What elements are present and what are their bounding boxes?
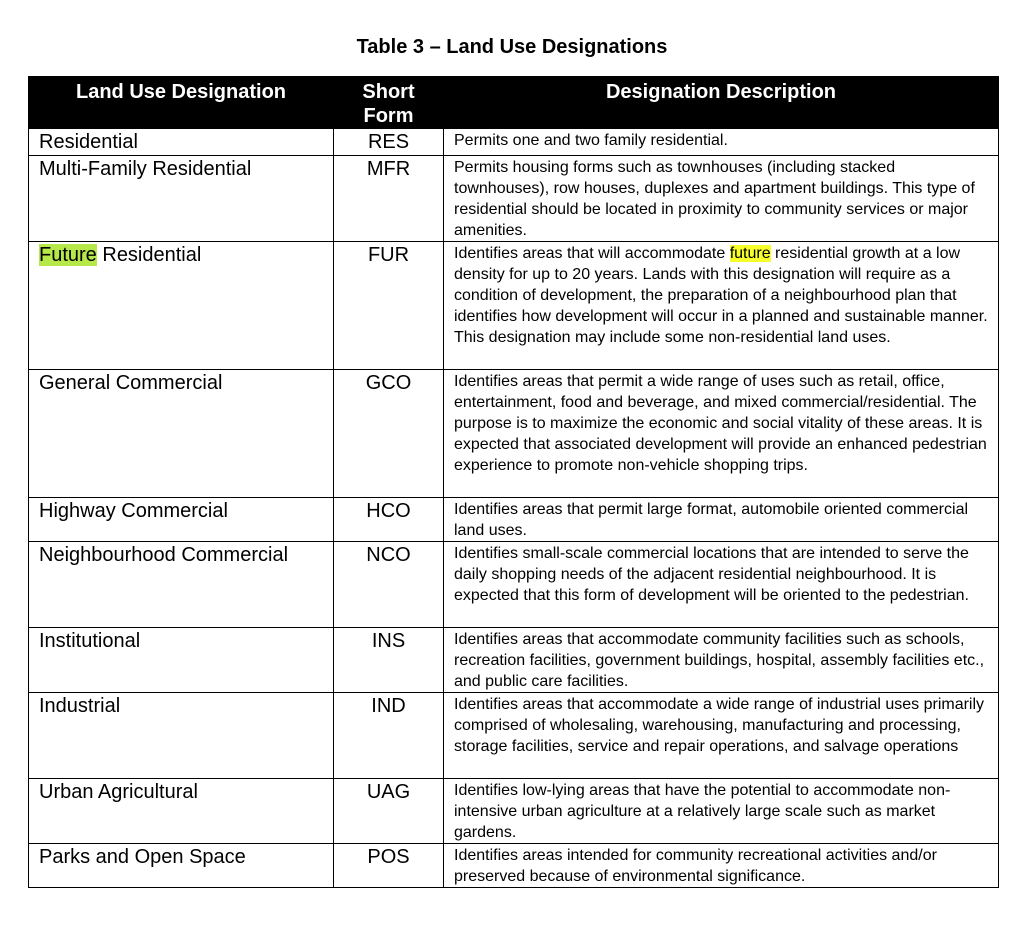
highlighted-term: Future [39, 244, 97, 266]
designation-cell: Neighbourhood Commercial [29, 542, 334, 628]
designation-cell: Institutional [29, 628, 334, 693]
short-form-cell: RES [334, 129, 444, 156]
description-cell: Identifies areas that permit large format, automobile oriented commercial land uses. [444, 498, 999, 542]
short-form-cell: INS [334, 628, 444, 693]
description-text: Identifies areas that will accommodate [454, 245, 730, 262]
header-description: Designation Description [444, 77, 999, 129]
table-row [29, 156, 999, 242]
table-row [29, 628, 999, 693]
header-short-form: Short Form [334, 77, 444, 129]
designation-cell [29, 242, 334, 370]
description-cell: Identifies areas that accommodate community facilities such as schools, recreation facilities, government buildings, hospital, assembly facilities etc., and public care facilities. [444, 628, 999, 693]
designation-cell: General Commercial [29, 370, 334, 498]
table-row [29, 370, 999, 498]
land-use-table [28, 76, 999, 888]
designation-cell: Parks and Open Space [29, 844, 334, 888]
header-designation: Land Use Designation [29, 77, 334, 129]
designation-cell: Urban Agricultural [29, 779, 334, 844]
short-form-cell: POS [334, 844, 444, 888]
short-form-cell: FUR [334, 242, 444, 370]
highlighted-term: future [729, 245, 771, 262]
table-row [29, 129, 999, 156]
short-form-cell: GCO [334, 370, 444, 498]
designation-cell: Residential [29, 129, 334, 156]
description-cell: Identifies areas that accommodate a wide range of industrial uses primarily comprised of wholesaling, warehousing, manufacturing and processing, storage facilities, service and repair operations, and salvage operations [444, 693, 999, 779]
table-header-row [29, 77, 999, 129]
designation-text: Residential [96, 244, 202, 266]
short-form-cell: UAG [334, 779, 444, 844]
designation-cell: Highway Commercial [29, 498, 334, 542]
table-row [29, 498, 999, 542]
table-row [29, 693, 999, 779]
table-row [29, 779, 999, 844]
description-cell: Permits one and two family residential. [444, 129, 999, 156]
description-cell: Identifies small-scale commercial locations that are intended to serve the daily shopping needs of the adjacent residential neighbourhood. It is expected that this form of development will be oriented to the pedestrian. [444, 542, 999, 628]
table-row [29, 542, 999, 628]
short-form-cell: MFR [334, 156, 444, 242]
description-cell: Identifies areas intended for community recreational activities and/or preserved because of environmental significance. [444, 844, 999, 888]
description-cell: Identifies low-lying areas that have the potential to accommodate non-intensive urban agriculture at a relatively large scale such as market gardens. [444, 779, 999, 844]
short-form-cell: HCO [334, 498, 444, 542]
designation-cell: Industrial [29, 693, 334, 779]
table-row [29, 844, 999, 888]
table-row [29, 242, 999, 370]
description-text: residential growth at a low density for up to 20 years. Lands with this designation will require as a condition of development, the preparation of a neighbourhood plan that identifies how development will occur in a planned and sustainable manner. This designation may include some non-residential land uses. [454, 245, 988, 346]
description-cell: Identifies areas that permit a wide range of uses such as retail, office, entertainment, food and beverage, and mixed commercial/residential. The purpose is to maximize the economic and social vitality of these areas. It is expected that associated development will provide an enhanced pedestrian experience to promote non-vehicle shopping trips. [444, 370, 999, 498]
table-title: Table 3 – Land Use Designations [356, 36, 668, 58]
designation-cell: Multi-Family Residential [29, 156, 334, 242]
short-form-cell: IND [334, 693, 444, 779]
short-form-cell: NCO [334, 542, 444, 628]
description-cell [444, 242, 999, 370]
description-cell: Permits housing forms such as townhouses (including stacked townhouses), row houses, duplexes and apartment buildings. This type of residential should be located in proximity to community services or major amenities. [444, 156, 999, 242]
